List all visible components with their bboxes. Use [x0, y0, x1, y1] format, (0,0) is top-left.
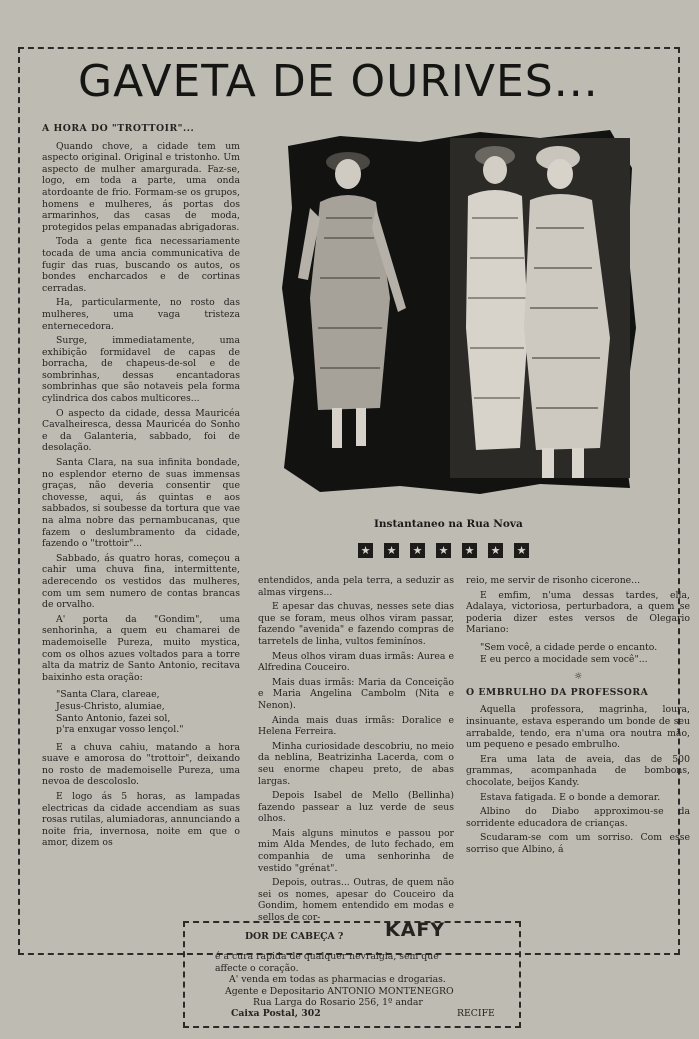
ad-body: [215, 951, 511, 1009]
ad-headline: DOR DE CABEÇA ?: [245, 931, 344, 942]
ad-line: Agente e Depositario ANTONIO MONTENEGRO: [225, 985, 454, 997]
ad-line: A' venda em todas as pharmacias e drogarias.: [229, 974, 446, 985]
paragraph: E apesar das chuvas, nesses sete dias que se foram, meus olhos viram passar, fazendo "avenida" e fazendo compras de tarretels de linha, vultos feminínos.: [258, 601, 454, 647]
page-title: GAVETA DE OURIVES...: [78, 56, 599, 107]
paragraph: Meus olhos viram duas irmãs: Aurea e Alfredina Couceiro.: [258, 650, 454, 674]
paragraph: A' porta da "Gondim", uma senhorinha, a quem eu chamarei de mademoiselle Pureza, muito mystica, com os olhos azues voltados para a torre alta da matriz de Santo Antonio, recitava baixinho esta oração:: [42, 613, 240, 683]
street-photo: [280, 128, 638, 496]
star-icon: ★: [488, 543, 503, 558]
star-icon: ★: [514, 543, 529, 558]
section-heading: A HORA DO "TROTTOIR"...: [42, 123, 195, 134]
paragraph: Ainda mais duas irmãs: Doralice e Helena Ferreira.: [258, 714, 454, 738]
section-heading: O EMBRULHO DA PROFESSORA: [466, 686, 649, 698]
ad-postal-box: Caixa Postal, 302: [231, 1008, 321, 1019]
paragraph: Estava fatigada. E o bonde a demorar.: [480, 791, 661, 803]
paragraph: Depois Isabel de Mello (Bellinha) fazendo passear a luz verde de seus olhos.: [258, 790, 454, 825]
ad-line: é a cura rapida de qualquer nevralgia, sem que: [215, 951, 439, 962]
ad-city: RECIFE: [457, 1008, 495, 1019]
paragraph: Era uma lata de aveia, das de 500 grammas, acompanhada de bombons, chocolate, beijos Kandy.: [466, 753, 690, 788]
star-icon: ★: [436, 543, 451, 558]
paragraph: reio, me servir de risonho cicerone...: [466, 575, 641, 586]
verse-line: p'ra enxugar vosso lençol.": [56, 724, 184, 736]
paragraph: Ha, particularmente, no rosto das mulheres, uma vaga tristeza enternecedora.: [42, 297, 240, 332]
star-icon: ★: [384, 543, 399, 558]
star-ornament-row: [358, 543, 529, 558]
article-column-3: [466, 575, 690, 913]
paragraph: Minha curiosidade descobriu, no meio da neblina, Beatrizinha Lacerda, com o seu enorme chapeu preto, de abas largas.: [258, 740, 454, 787]
photo-caption: Instantaneo na Rua Nova: [374, 518, 523, 530]
paragraph: E logo ás 5 horas, as lampadas electricas da cidade accendiam as suas rosas rutilas, alumiadoras, annunciando a noite fria, invernosa, noite em que o amor, dizem os: [42, 791, 240, 849]
star-icon: ★: [462, 543, 477, 558]
star-icon: ★: [410, 543, 425, 558]
article-column-1: [42, 123, 240, 913]
paragraph: Aquella professora, magrinha, loura, insinuante, estava esperando um bonde de seu arrabalde, tendo, era n'uma ora noutra mão, um pequeno e pesado embrulho.: [466, 704, 690, 751]
poem-verse: [480, 642, 690, 665]
paragraph: Santa Clara, na sua infinita bondade, no esplendor eterno de suas immensas graças, não deveria consentir que chovesse, aqui, ás quintas e aos sabbados, si soubesse da tortura que vae na alma nobre das pernambucanas, que fazem o deslumbramento da cidade, fazendo o "trottoir"...: [42, 457, 240, 550]
ornament-icon: ☼: [573, 671, 583, 683]
paragraph: O aspecto da cidade, dessa Mauricéa Cavalheiresca, dessa Mauricéa do Sonho e da Galanteria, sabbado, foi de desolação.: [42, 407, 240, 454]
paragraph: Sabbado, ás quatro horas, começou a cahir uma chuva fina, intermittente, aderecendo os vestidos das mulheres, com um sem numero de contas brancas de orvalho.: [42, 552, 240, 611]
star-icon: ★: [358, 543, 373, 558]
paragraph: E emfim, n'uma dessas tardes, ella, Adalaya, victoriosa, perturbadora, a quem se poderia dizer estes versos de Olegario Mariano:: [466, 589, 690, 636]
paragraph: Toda a gente fica necessariamente tocada de uma ancia communicativa de fugir das ruas, buscando os autos, os bondes encharcados e de cortinas cerradas.: [42, 236, 240, 294]
kafy-advertisement: [183, 921, 521, 1028]
ad-line: Rua Larga do Rosario 256, 1º andar: [253, 997, 423, 1008]
verse-line: Jesus-Christo, alumiae,: [56, 700, 165, 712]
article-column-2: [258, 575, 454, 924]
verse-line: "Santa Clara, clareae,: [56, 689, 160, 701]
paragraph: Mais alguns minutos e passou por mim Alda Mendes, de luto fechado, em companhia de uma senhorinha de vestido "grénat".: [258, 827, 454, 874]
paragraph: Surge, immediatamente, uma exhibição formidavel de capas de borracha, de chapeus-de-sol e de sombrinhas, dessas encantadoras sombrinhas que são notaveis pela forma cylindrica dos cabos multicores...: [42, 335, 240, 405]
paragraph: E a chuva cahiu, matando a hora suave e amorosa do "trottoir", deixando no rosto de mademoiselle Pureza, uma nevoa de descoloslo.: [42, 741, 240, 788]
verse-line: "Sem você, a cidade perde o encanto.: [480, 641, 658, 653]
paragraph: entendidos, anda pela terra, a seduzir as almas virgens...: [258, 575, 454, 598]
ad-line: affecte o coração.: [215, 962, 299, 974]
verse-line: E eu perco a mocidade sem você"...: [480, 653, 648, 665]
paragraph: Mais duas irmãs: Maria da Conceição e Maria Angelina Cambolm (Nita e Nenon).: [258, 676, 454, 711]
paragraph: Scudaram-se com um sorriso. Com esse sorriso que Albino, á: [466, 832, 690, 855]
ad-brand: KAFY: [385, 919, 446, 941]
paragraph: Quando chove, a cidade tem um aspecto original. Original e tristonho. Um aspecto de mulher amargurada. Faz-se, logo, em toda a parte, uma onda atordoante de frio. Formam-se os grupos, homens e mulheres, ás portas dos armarinhos, das casas de moda, protegidos pelas empanadas abrigadoras.: [42, 140, 240, 233]
paragraph: Depois, outras... Outras, de quem não sei os nomes, apesar do Couceiro da Gondim, homem entendido em modas e sellos de cor-: [258, 877, 454, 924]
verse-line: Santo Antonio, fazei sol,: [56, 712, 171, 724]
prayer-verse: [56, 689, 240, 735]
paragraph: Albino do Diabo approximou-se da sorridente educadora de crianças.: [466, 806, 690, 829]
